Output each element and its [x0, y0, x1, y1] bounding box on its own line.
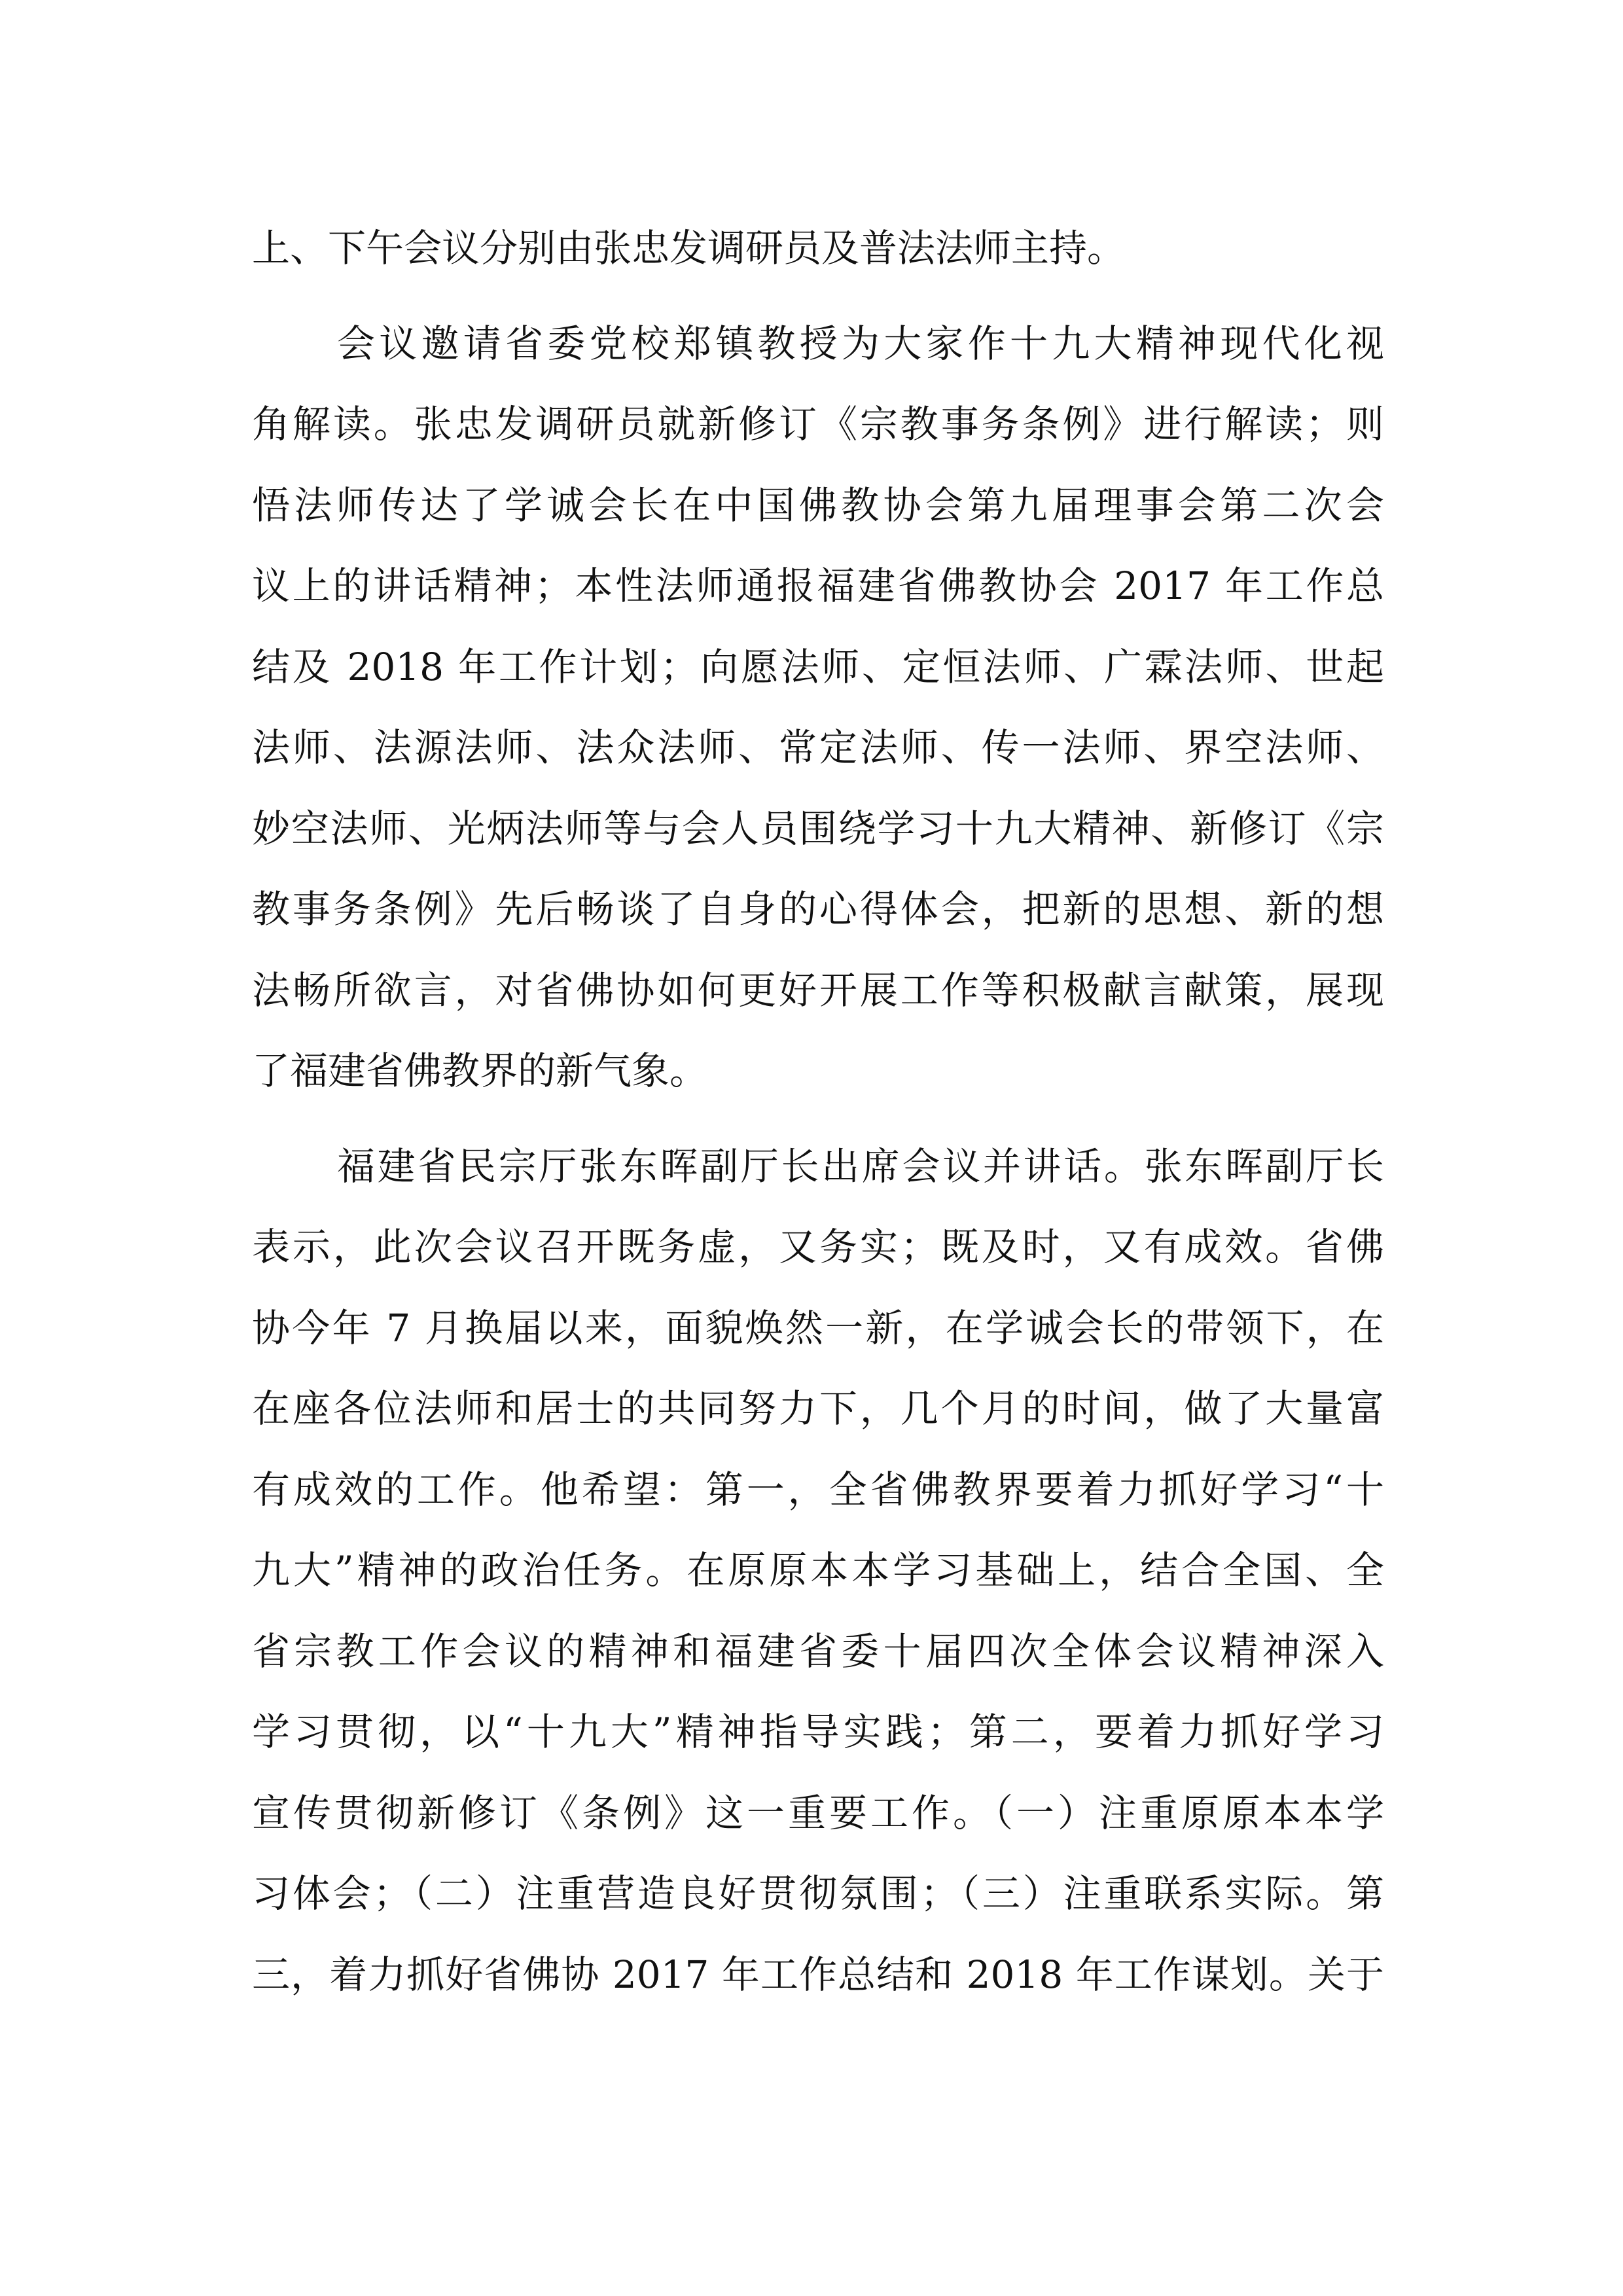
text-line: 会议邀请省委党校郑镇教授为大家作十九大精神现代化视	[337, 321, 1384, 366]
text-line: 协今年 7 月换届以来，面貌焕然一新，在学诚会长的带领下，在	[252, 1305, 1384, 1350]
text-line: 省宗教工作会议的精神和福建省委十届四次全体会议精神深入	[252, 1628, 1384, 1674]
text-line: 习体会；（二）注重营造良好贯彻氛围；（三）注重联系实际。第	[252, 1871, 1384, 1916]
text-line: 宣传贯彻新修订《条例》这一重要工作。（一）注重原原本本学	[252, 1790, 1384, 1835]
text-line: 在座各位法师和居士的共同努力下，几个月的时间，做了大量富	[252, 1386, 1384, 1431]
text-line: 表示，此次会议召开既务虚，又务实；既及时，又有成效。省佛	[252, 1225, 1384, 1269]
paragraph	[252, 208, 1384, 289]
text-line: 福建省民宗厅张东晖副厅长出席会议并讲话。张东晖副厅长	[337, 1143, 1384, 1189]
text-line: 三，着力抓好省佛协 2017 年工作总结和 2018 年工作谋划。关于	[252, 1952, 1384, 1997]
paragraph	[252, 1126, 1384, 2016]
text-line: 了福建省佛教界的新气象。	[252, 1049, 708, 1093]
document-body	[252, 208, 1384, 2015]
text-line: 结及 2018 年工作计划；向愿法师、定恒法师、广霖法师、世起	[252, 644, 1384, 689]
text-line: 角解读。张忠发调研员就新修订《宗教事务条例》进行解读；则	[252, 402, 1384, 446]
paragraph	[252, 304, 1384, 1112]
text-line: 妙空法师、光炳法师等与会人员围绕学习十九大精神、新修订《宗	[252, 806, 1384, 851]
text-line: 学习贯彻，以“十九大”精神指导实践；第二，要着力抓好学习	[252, 1710, 1384, 1754]
text-line: 法畅所欲言，对省佛协如何更好开展工作等积极献言献策，展现	[252, 967, 1384, 1013]
text-line: 法师、法源法师、法众法师、常定法师、传一法师、界空法师、	[252, 725, 1384, 770]
text-line: 上、下午会议分别由张忠发调研员及普法法师主持。	[252, 226, 1126, 270]
text-line: 有成效的工作。他希望：第一，全省佛教界要着力抓好学习“十	[252, 1467, 1384, 1512]
text-line: 议上的讲话精神；本性法师通报福建省佛教协会 2017 年工作总	[252, 564, 1384, 608]
text-line: 九大”精神的政治任务。在原原本本学习基础上，结合全国、全	[252, 1548, 1384, 1592]
text-line: 悟法师传达了学诚会长在中国佛教协会第九届理事会第二次会	[252, 482, 1384, 528]
text-line: 教事务条例》先后畅谈了自身的心得体会，把新的思想、新的想	[252, 887, 1384, 931]
